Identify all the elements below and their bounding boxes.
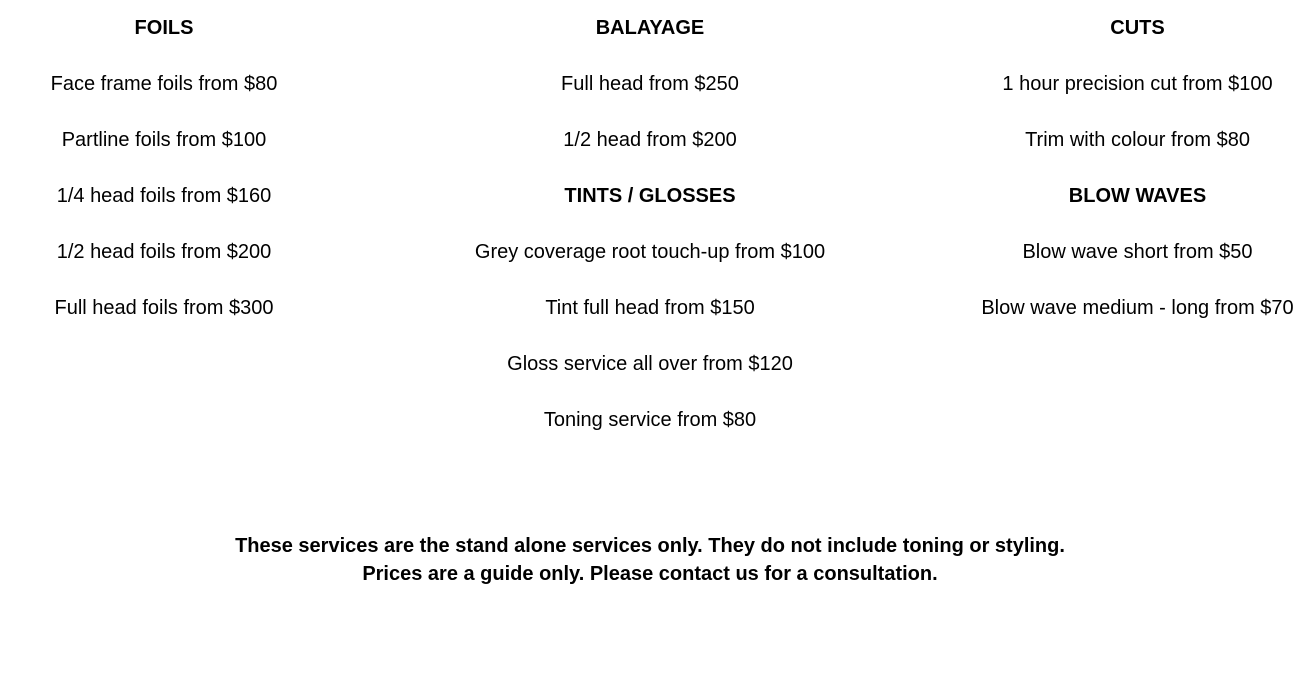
- blow-waves-heading: BLOW WAVES: [1068, 185, 1207, 207]
- tints-item: Tint full head from $150: [545, 297, 755, 319]
- foils-item: Full head foils from $300: [54, 297, 274, 319]
- foils-column: [0, 0, 328, 336]
- foils-item: 1/2 head foils from $200: [56, 241, 272, 263]
- tints-heading: TINTS / GLOSSES: [564, 185, 736, 207]
- disclaimer-line-2: Prices are a guide only. Please contact us for a consultation.: [362, 563, 938, 585]
- tints-item: Grey coverage root touch-up from $100: [474, 241, 826, 263]
- cuts-heading: CUTS: [1110, 17, 1165, 39]
- balayage-item: 1/2 head from $200: [563, 129, 737, 151]
- cuts-blowwaves-column: [975, 0, 1300, 336]
- balayage-heading: BALAYAGE: [595, 17, 705, 39]
- foils-item: 1/4 head foils from $160: [56, 185, 272, 207]
- foils-item: Face frame foils from $80: [50, 73, 278, 95]
- tints-item: Gloss service all over from $120: [507, 353, 793, 375]
- balayage-item: Full head from $250: [561, 73, 739, 95]
- cuts-item: Trim with colour from $80: [1025, 129, 1250, 151]
- blow-waves-item: Blow wave short from $50: [1022, 241, 1253, 263]
- tints-item: Toning service from $80: [543, 409, 757, 431]
- foils-heading: FOILS: [134, 17, 194, 39]
- balayage-tints-column: [400, 0, 900, 448]
- disclaimer-line-1: These services are the stand alone services only. They do not include toning or styling.: [235, 535, 1065, 557]
- cuts-item: 1 hour precision cut from $100: [1002, 73, 1273, 95]
- foils-item: Partline foils from $100: [61, 129, 267, 151]
- disclaimer-note: [0, 532, 1300, 588]
- blow-waves-item: Blow wave medium - long from $70: [981, 297, 1294, 319]
